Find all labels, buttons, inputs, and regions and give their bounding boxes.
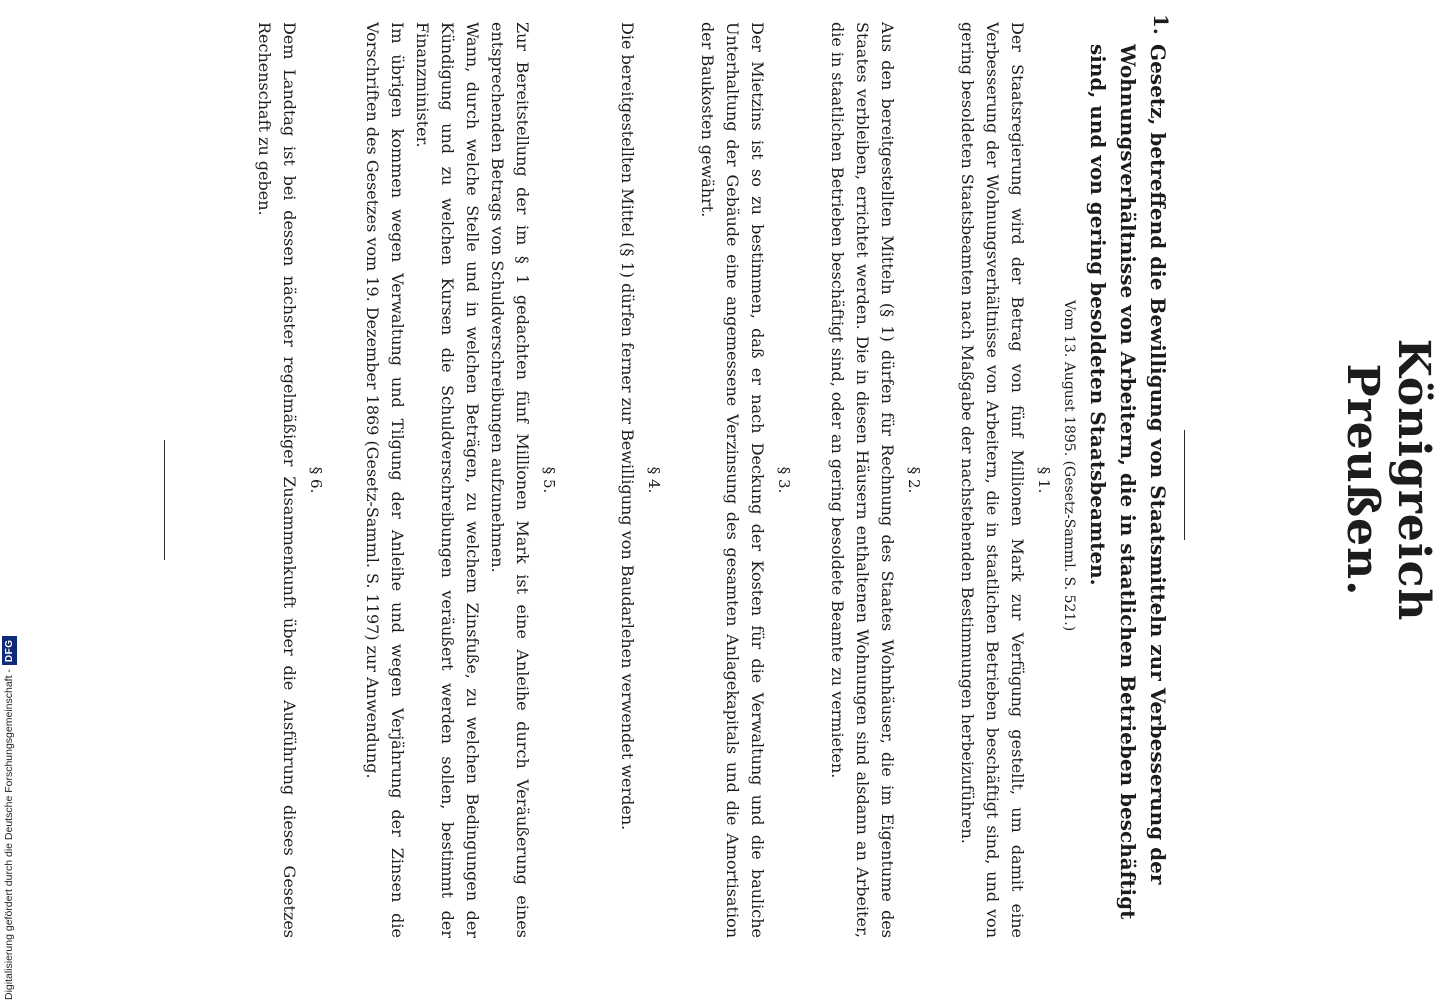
- law-date: Vom 13. August 1895. (Gesetz-Samml. S. 521.): [1061, 300, 1077, 632]
- section-3-heading: § 3.: [775, 466, 793, 494]
- law-title: Gesetz, betreffend die Bewilligung von Staatsmitteln zur Verbesserung der Wohnungsverhältnisse von Arbeitern, die in staatlichen Betrieben beschäftigt sind, und von gering besoldeten Staatsbeamten.: [1086, 44, 1170, 920]
- section-3-text: Der Mietzins ist so zu bestimmen, daß er nach Deckung der Kosten für die Verwaltung und die bauliche Unterhaltung der Gebäude eine angemessene Verzinsung des gesamten Anlagekapitals und die Amortisation der Baukosten gewährt.: [698, 22, 767, 938]
- section-4-heading: § 4.: [645, 466, 663, 494]
- section-1-heading: § 1.: [1035, 466, 1053, 494]
- law-number: 1.: [1149, 14, 1173, 35]
- section-2-text: Aus den bereitgestellten Mitteln (§ 1) dürfen für Rechnung des Staates Wohnhäuser, die im Eigentume des Staates verbleiben, errichtet werden. Die in diesen Häusern enthaltenen Wohnungen sind alsdann an Arbeiter, die in staatlichen Betrieben beschäftigt sind, oder an gering besoldete Beamte zu vermieten.: [828, 22, 897, 938]
- funding-credit: Digitalisierung gefördert durch die Deutsche Forschungsgemeinschaft -: [3, 669, 15, 1000]
- section-5-text: Zur Bereitstellung der im § 1 gedachten fünf Millionen Mark ist eine Anleihe durch Veräußerung eines entsprechenden Betrags von Schuldverschreibungen aufzunehmen. Wann, durch welche Stelle und in welchen Beträgen, zu welchem Zinsfuße, zu welchen Bedingungen der Kündigung und zu welchen Kursen die Schuldverschreibungen veräußert werden sollen, bestimmt der Finanzminister. Im übrigen kommen wegen Verwaltung und Tilgung der Anleihe und wegen Verjährung der Zinsen die Vorschriften des Gesetzes vom 19. Dezember 1869 (Gesetz-Samml. S. 1197) zur Anwendung.: [363, 22, 532, 938]
- dfg-logo: DFG: [2, 636, 17, 665]
- document-title: Königreich Preußen.: [1337, 338, 1439, 622]
- section-4-text: Die bereitgestellten Mittel (§ 1) dürfen ferner zur Bewilligung von Baudarlehen verwendet werden.: [618, 22, 637, 831]
- document-page: [55, 0, 1455, 960]
- end-divider: [164, 440, 165, 560]
- section-6-text: Dem Landtag ist bei dessen nächster regelmäßiger Zusammenkunft über die Ausführung dieses Gesetzes Rechenschaft zu geben.: [255, 22, 299, 938]
- section-6-heading: § 6.: [307, 466, 325, 494]
- title-divider: [1184, 430, 1185, 540]
- section-1-text: Der Staatsregierung wird der Betrag von fünf Millionen Mark zur Verfügung gestellt, um damit eine Verbesserung der Wohnungsverhältnisse von Arbeitern, die in staatlichen Betrieben beschäftigt sind, und von gering besoldeten Staatsbeamten nach Maßgabe der nachstehenden Bestimmungen herbeizuführen.: [958, 22, 1027, 938]
- section-5-heading: § 5.: [540, 466, 558, 494]
- section-2-heading: § 2.: [905, 466, 923, 494]
- digitization-footer: [0, 10, 18, 1000]
